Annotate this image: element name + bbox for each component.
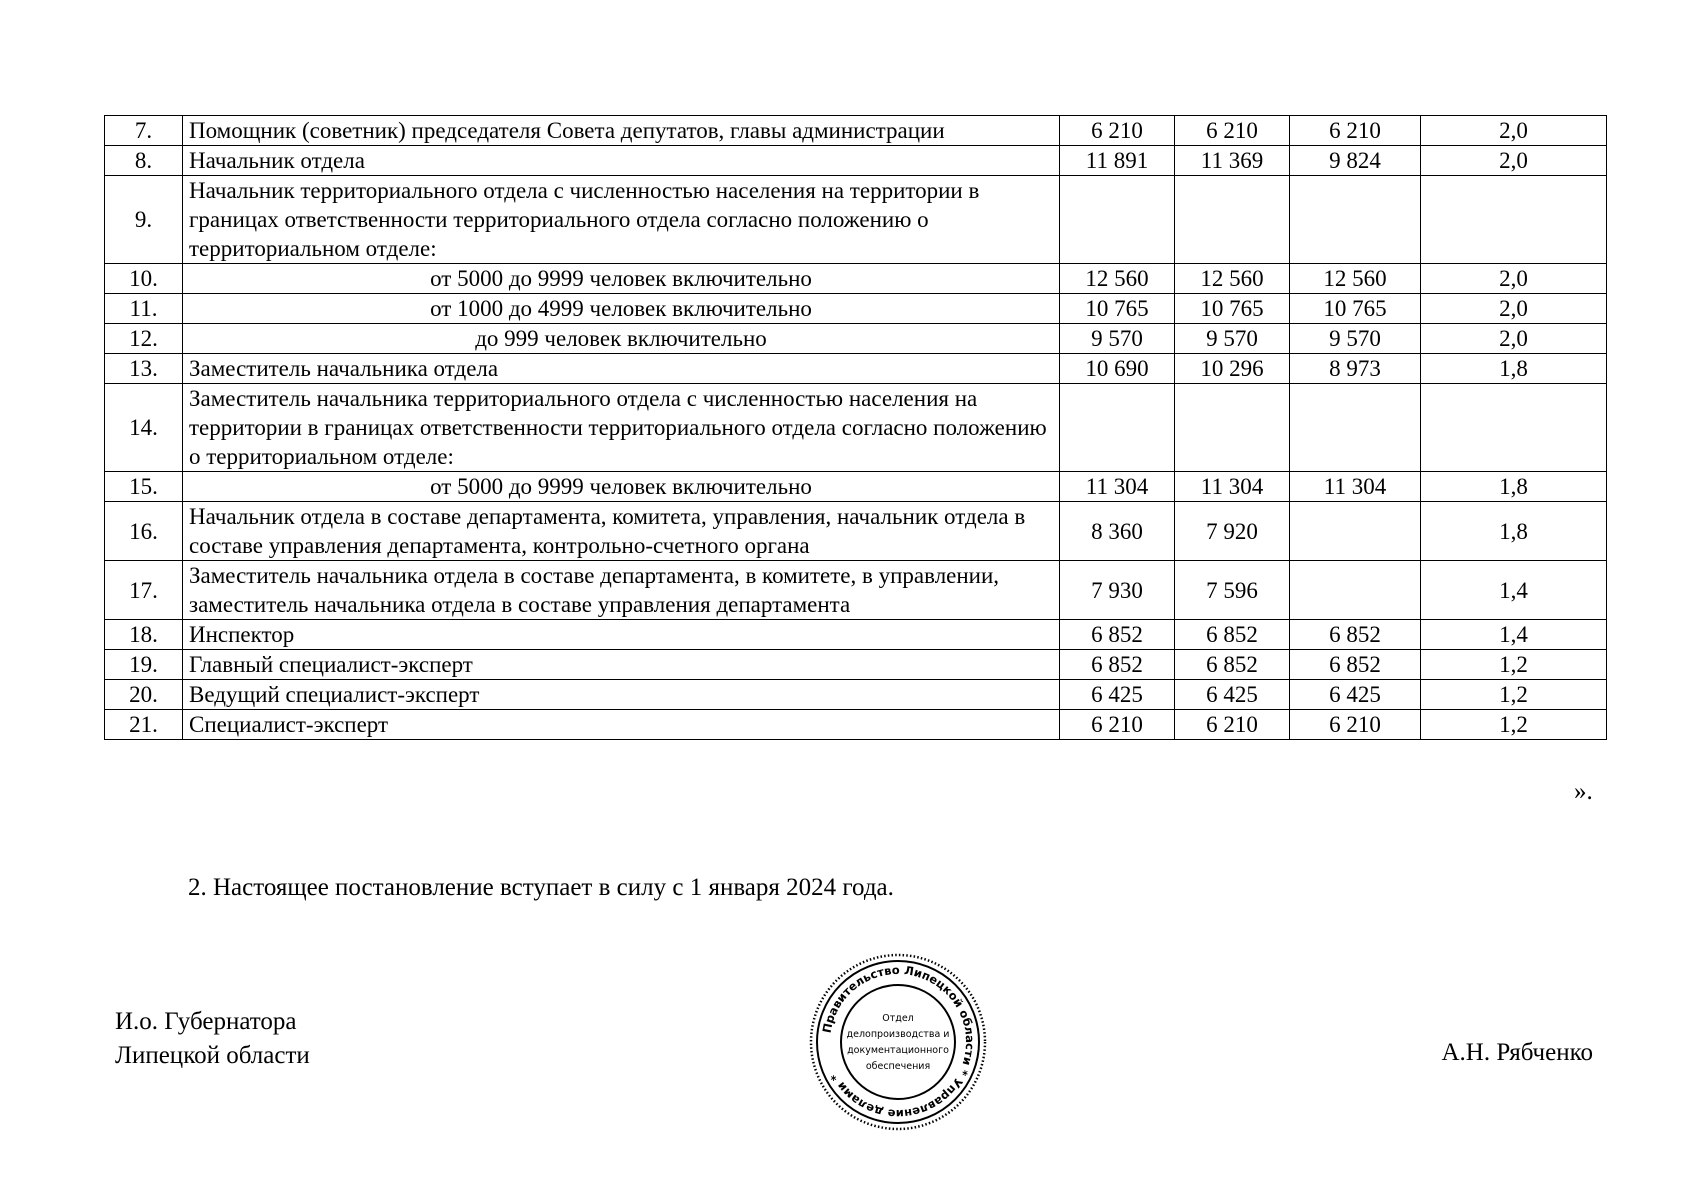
coefficient-cell: 2,0 xyxy=(1421,146,1607,176)
row-number-cell: 19. xyxy=(105,650,183,680)
table-row xyxy=(105,354,1607,384)
row-number-cell: 12. xyxy=(105,324,183,354)
salary-value-cell: 12 560 xyxy=(1060,264,1175,294)
salary-table-body xyxy=(105,116,1607,740)
position-name-cell: Главный специалист-эксперт xyxy=(183,650,1060,680)
position-name-cell: Начальник отдела в составе департамента, комитета, управления, начальник отдела в составе управления департамента, контрольно-счетного органа xyxy=(183,502,1060,561)
salary-value-cell: 6 852 xyxy=(1175,620,1290,650)
table-row xyxy=(105,264,1607,294)
salary-value-cell: 6 425 xyxy=(1290,680,1421,710)
salary-value-cell: 6 210 xyxy=(1060,710,1175,740)
table-row xyxy=(105,561,1607,620)
salary-value-cell xyxy=(1290,502,1421,561)
salary-value-cell: 6 210 xyxy=(1290,116,1421,146)
salary-value-cell: 9 824 xyxy=(1290,146,1421,176)
coefficient-cell: 2,0 xyxy=(1421,116,1607,146)
salary-value-cell: 6 210 xyxy=(1175,116,1290,146)
position-name-cell: от 5000 до 9999 человек включительно xyxy=(183,472,1060,502)
salary-value-cell: 10 296 xyxy=(1175,354,1290,384)
table-row xyxy=(105,472,1607,502)
table-row xyxy=(105,116,1607,146)
coefficient-cell: 1,2 xyxy=(1421,710,1607,740)
coefficient-cell: 1,8 xyxy=(1421,472,1607,502)
position-name-cell: Начальник отдела xyxy=(183,146,1060,176)
salary-value-cell: 11 304 xyxy=(1060,472,1175,502)
position-name-cell: Заместитель начальника отдела xyxy=(183,354,1060,384)
salary-value-cell: 6 852 xyxy=(1060,650,1175,680)
salary-value-cell: 6 425 xyxy=(1175,680,1290,710)
salary-value-cell: 12 560 xyxy=(1175,264,1290,294)
position-name-cell: Помощник (советник) председателя Совета депутатов, главы администрации xyxy=(183,116,1060,146)
position-name-cell: Специалист-эксперт xyxy=(183,710,1060,740)
salary-value-cell xyxy=(1175,176,1290,264)
signer-name: А.Н. Рябченко xyxy=(1441,1039,1593,1066)
stamp-center-line-4: обеспечения xyxy=(865,1061,931,1072)
salary-value-cell: 6 425 xyxy=(1060,680,1175,710)
position-name-cell: Инспектор xyxy=(183,620,1060,650)
coefficient-cell: 1,2 xyxy=(1421,650,1607,680)
row-number-cell: 7. xyxy=(105,116,183,146)
position-name-cell: Заместитель начальника территориального отдела с численностью населения на территории в границах ответственности территориального отдела согласно положению о территориальном отделе: xyxy=(183,384,1060,472)
position-name-cell: от 5000 до 9999 человек включительно xyxy=(183,264,1060,294)
salary-value-cell: 11 304 xyxy=(1175,472,1290,502)
row-number-cell: 10. xyxy=(105,264,183,294)
salary-value-cell xyxy=(1060,176,1175,264)
row-number-cell: 13. xyxy=(105,354,183,384)
salary-table xyxy=(104,115,1607,740)
stamp-ring-textpath: Правительство Липецкой области * Управление делами * xyxy=(819,962,978,1122)
salary-value-cell: 12 560 xyxy=(1290,264,1421,294)
salary-value-cell: 10 765 xyxy=(1290,294,1421,324)
salary-value-cell: 7 920 xyxy=(1175,502,1290,561)
salary-value-cell: 11 891 xyxy=(1060,146,1175,176)
salary-value-cell: 9 570 xyxy=(1175,324,1290,354)
salary-value-cell xyxy=(1290,176,1421,264)
coefficient-cell xyxy=(1421,176,1607,264)
salary-value-cell: 7 596 xyxy=(1175,561,1290,620)
coefficient-cell: 1,2 xyxy=(1421,680,1607,710)
salary-value-cell: 6 210 xyxy=(1175,710,1290,740)
salary-value-cell: 6 852 xyxy=(1060,620,1175,650)
table-row xyxy=(105,176,1607,264)
salary-value-cell: 10 690 xyxy=(1060,354,1175,384)
salary-value-cell xyxy=(1290,384,1421,472)
row-number-cell: 8. xyxy=(105,146,183,176)
signer-title-line-1: И.о. Губернатора xyxy=(115,1008,297,1035)
coefficient-cell: 1,4 xyxy=(1421,620,1607,650)
coefficient-cell: 1,8 xyxy=(1421,502,1607,561)
row-number-cell: 15. xyxy=(105,472,183,502)
salary-value-cell: 7 930 xyxy=(1060,561,1175,620)
stamp-outer-ring xyxy=(811,955,985,1129)
salary-value-cell xyxy=(1060,384,1175,472)
salary-value-cell: 9 570 xyxy=(1060,324,1175,354)
salary-value-cell: 6 852 xyxy=(1290,650,1421,680)
position-name-cell: от 1000 до 4999 человек включительно xyxy=(183,294,1060,324)
coefficient-cell: 2,0 xyxy=(1421,264,1607,294)
salary-value-cell: 6 210 xyxy=(1060,116,1175,146)
salary-value-cell: 11 304 xyxy=(1290,472,1421,502)
stamp-center-line-1: Отдел xyxy=(882,1013,914,1024)
position-name-cell: Заместитель начальника отдела в составе департамента, в комитете, в управлении, заместитель начальника отдела в составе управления департамента xyxy=(183,561,1060,620)
salary-value-cell: 6 852 xyxy=(1175,650,1290,680)
salary-value-cell: 10 765 xyxy=(1060,294,1175,324)
row-number-cell: 14. xyxy=(105,384,183,472)
row-number-cell: 20. xyxy=(105,680,183,710)
table-row xyxy=(105,710,1607,740)
table-row xyxy=(105,650,1607,680)
coefficient-cell: 1,8 xyxy=(1421,354,1607,384)
salary-value-cell xyxy=(1290,561,1421,620)
official-stamp xyxy=(808,952,988,1132)
salary-value-cell: 9 570 xyxy=(1290,324,1421,354)
position-name-cell: Ведущий специалист-эксперт xyxy=(183,680,1060,710)
stamp-center-line-2: делопроизводства и xyxy=(846,1029,950,1040)
signer-title xyxy=(115,1005,310,1073)
row-number-cell: 17. xyxy=(105,561,183,620)
coefficient-cell xyxy=(1421,384,1607,472)
position-name-cell: до 999 человек включительно xyxy=(183,324,1060,354)
table-row xyxy=(105,680,1607,710)
coefficient-cell: 2,0 xyxy=(1421,324,1607,354)
clause-2: 2. Настоящее постановление вступает в силу с 1 января 2024 года. xyxy=(188,874,894,901)
row-number-cell: 18. xyxy=(105,620,183,650)
table-row xyxy=(105,502,1607,561)
table-row xyxy=(105,620,1607,650)
table-row xyxy=(105,384,1607,472)
table-row xyxy=(105,324,1607,354)
salary-value-cell: 11 369 xyxy=(1175,146,1290,176)
stamp-center-line-3: документационного xyxy=(847,1045,949,1056)
salary-value-cell xyxy=(1175,384,1290,472)
stamp-ring-text xyxy=(820,963,978,1121)
row-number-cell: 11. xyxy=(105,294,183,324)
salary-value-cell: 8 973 xyxy=(1290,354,1421,384)
table-row xyxy=(105,146,1607,176)
coefficient-cell: 2,0 xyxy=(1421,294,1607,324)
position-name-cell: Начальник территориального отдела с численностью населения на территории в границах ответственности территориального отдела согласно положению о территориальном отделе: xyxy=(183,176,1060,264)
salary-value-cell: 10 765 xyxy=(1175,294,1290,324)
salary-value-cell: 6 210 xyxy=(1290,710,1421,740)
closing-quote: ». xyxy=(1574,778,1593,805)
coefficient-cell: 1,4 xyxy=(1421,561,1607,620)
salary-value-cell: 8 360 xyxy=(1060,502,1175,561)
row-number-cell: 21. xyxy=(105,710,183,740)
row-number-cell: 16. xyxy=(105,502,183,561)
stamp-inner-ring xyxy=(841,985,955,1099)
row-number-cell: 9. xyxy=(105,176,183,264)
table-row xyxy=(105,294,1607,324)
salary-value-cell: 6 852 xyxy=(1290,620,1421,650)
signer-title-line-2: Липецкой области xyxy=(115,1042,310,1069)
